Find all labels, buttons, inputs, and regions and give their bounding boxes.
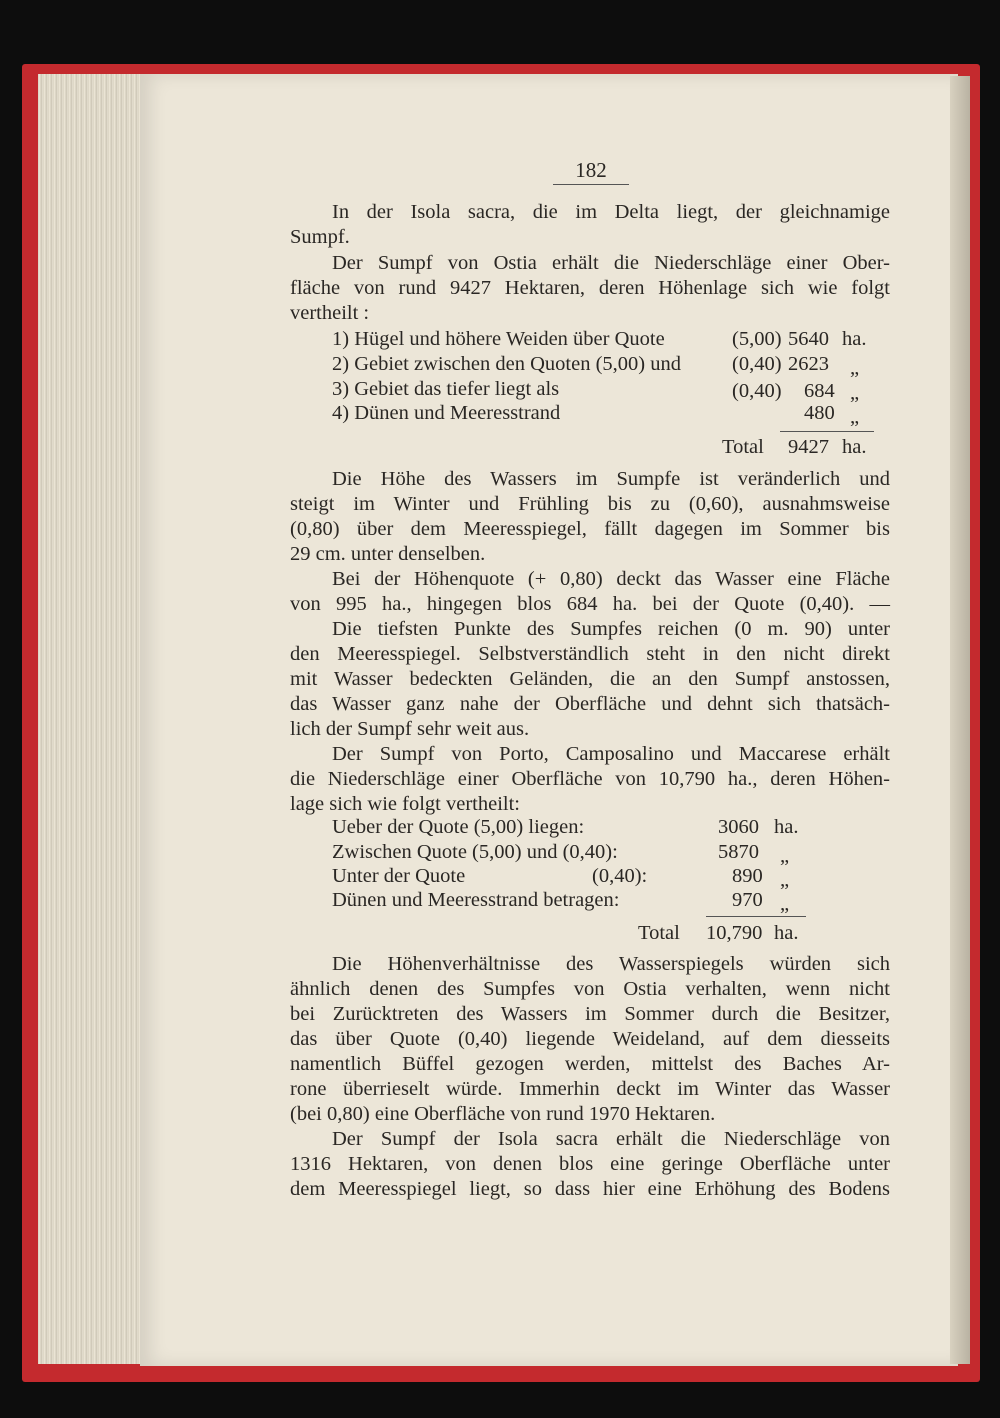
text-line: mit Wasser bedeckten Geländen, die an den Sumpf anstossen, [290, 668, 890, 690]
table-row-label: 3) Gebiet das tiefer liegt als [332, 378, 560, 400]
table-row-unit: ha. [842, 328, 867, 350]
table-total-unit: ha. [774, 922, 799, 944]
text-line: von 995 ha., hingegen blos 684 ha. bei der Quote (0,40). — [290, 593, 890, 615]
text-line: 1316 Hektaren, von denen blos eine geringe Oberfläche unter [290, 1153, 890, 1175]
page-number-rule [553, 184, 629, 185]
table-row-quote: (0,40) [732, 353, 782, 375]
text-line: das Wasser ganz nahe der Oberfläche und dehnt sich thatsäch- [290, 693, 890, 715]
text-line: Die Höhe des Wassers im Sumpfe ist veränderlich und [332, 468, 890, 490]
text-line: die Niederschläge einer Oberfläche von 10,790 ha., deren Höhen- [290, 768, 890, 790]
table-sum-rule [780, 431, 874, 432]
table-row-label: Ueber der Quote (5,00) liegen: [332, 816, 585, 838]
page-stack [38, 74, 148, 1364]
text-line: Der Sumpf der Isola sacra erhält die Niederschläge von [332, 1128, 890, 1150]
table-row-unit: „ [780, 869, 790, 891]
table-row-quote: (0,40): [592, 865, 648, 887]
text-line: Der Sumpf von Ostia erhält die Niederschläge einer Ober- [332, 252, 890, 274]
table-row-quote: (5,00) [732, 328, 782, 350]
text-line: Die tiefsten Punkte des Sumpfes reichen (0 m. 90) unter [332, 618, 890, 640]
text-line: 29 cm. unter denselben. [290, 543, 486, 565]
table-row-label: Dünen und Meeresstrand betragen: [332, 889, 620, 911]
text-line: Die Höhenverhältnisse des Wasserspiegels würden sich [332, 953, 890, 975]
page-edge [950, 76, 970, 1364]
table-row-label: 4) Dünen und Meeresstrand [332, 402, 561, 424]
table-row-value: 480 [804, 402, 835, 424]
text-line: vertheilt : [290, 302, 370, 324]
table-row-unit: „ [850, 406, 860, 428]
table-total-value: 10,790 [706, 922, 763, 944]
text-line: dem Meeresspiegel liegt, so dass hier eine Erhöhung des Bodens [290, 1178, 890, 1200]
text-line: Sumpf. [290, 226, 350, 248]
table-row-label: 2) Gebiet zwischen den Quoten (5,00) und [332, 353, 681, 375]
table-row-value: 890 [732, 865, 763, 887]
table-row-unit: „ [780, 845, 790, 867]
text-line: (0,80) über dem Meeresspiegel, fällt dagegen im Sommer bis [290, 518, 890, 540]
text-line: steigt im Winter und Frühling bis zu (0,60), ausnahmsweise [290, 493, 890, 515]
text-line: lich der Sumpf sehr weit aus. [290, 718, 530, 740]
table-total-value: 9427 [788, 436, 829, 458]
table-row-quote: (0,40) [732, 380, 782, 402]
text-line: rone überrieselt würde. Immerhin deckt im Winter das Wasser [290, 1078, 890, 1100]
table-row-unit: ha. [774, 816, 799, 838]
text-line: Bei der Höhenquote (+ 0,80) deckt das Wasser eine Fläche [332, 568, 890, 590]
table-row-unit: „ [850, 382, 860, 404]
table-row-value: 2623 [788, 353, 829, 375]
text-line: namentlich Büffel gezogen werden, mittelst des Baches Ar- [290, 1053, 890, 1075]
table-row-value: 970 [732, 889, 763, 911]
table-row-unit: „ [780, 893, 790, 915]
table-total-label: Total [722, 436, 764, 458]
text-line: (bei 0,80) eine Oberfläche von rund 1970 Hektaren. [290, 1103, 716, 1125]
text-line: Der Sumpf von Porto, Camposalino und Maccarese erhält [332, 743, 890, 765]
table-sum-rule [706, 916, 806, 917]
page-number: 182 [575, 158, 607, 182]
table-row-value: 5870 [718, 841, 759, 863]
table-total-unit: ha. [842, 436, 867, 458]
table-total-label: Total [638, 922, 680, 944]
table-row-label: Unter der Quote [332, 865, 466, 887]
text-line: In der Isola sacra, die im Delta liegt, der gleichnamige [332, 201, 890, 223]
text-line: ähnlich denen des Sumpfes von Ostia verhalten, wenn nicht [290, 978, 890, 1000]
text-line: das über Quote (0,40) liegende Weideland, auf dem diesseits [290, 1028, 890, 1050]
table-row-value: 5640 [788, 328, 829, 350]
text-line: lage sich wie folgt vertheilt: [290, 793, 520, 815]
table-row-value: 3060 [718, 816, 759, 838]
table-row-label: Zwischen Quote (5,00) und (0,40): [332, 841, 618, 863]
table-row-value: 684 [804, 380, 835, 402]
table-row-unit: „ [850, 357, 860, 379]
table-row-label: 1) Hügel und höhere Weiden über Quote [332, 328, 665, 350]
text-line: den Meeresspiegel. Selbstverständlich steht in den nicht direkt [290, 643, 890, 665]
text-line: bei Zurücktreten des Wassers im Sommer durch die Besitzer, [290, 1003, 890, 1025]
text-line: fläche von rund 9427 Hektaren, deren Höhenlage sich wie folgt [290, 277, 890, 299]
